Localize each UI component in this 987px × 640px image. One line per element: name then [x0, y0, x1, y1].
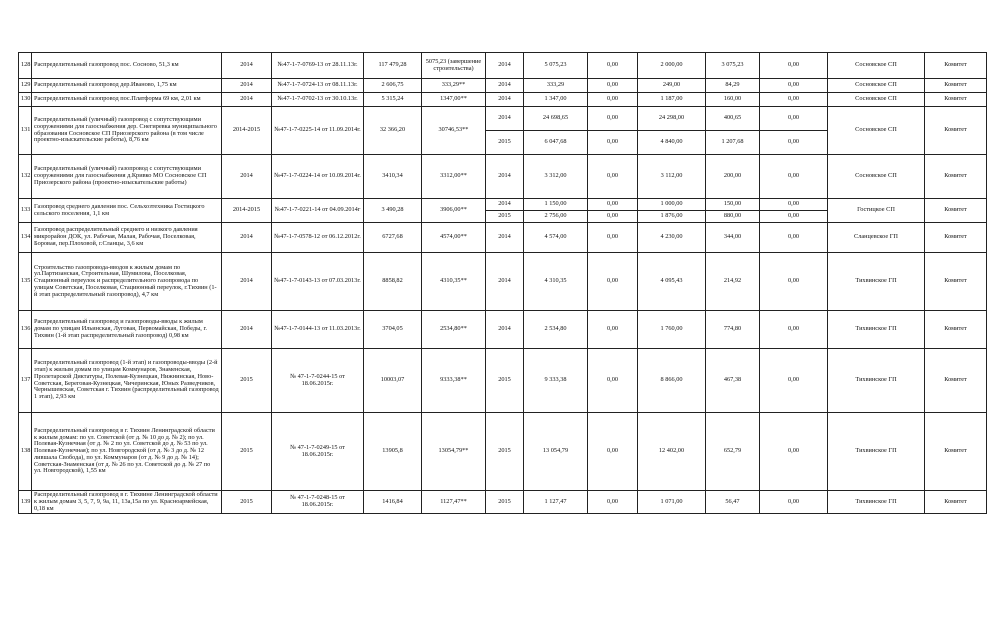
federal-budget: 0,00: [588, 349, 638, 413]
funding-total: 4 310,35: [524, 253, 588, 311]
table-row: [19, 53, 987, 79]
regional-budget: 1 876,00: [638, 211, 706, 223]
row-number: 136: [19, 311, 32, 349]
permit-number: №47-1-7-0702-13 от 30.10.13г.: [272, 93, 364, 107]
other-sources: 0,00: [760, 491, 828, 514]
object-name: Распределительный газопровод в г. Тихвине Ленинградской области к жилым домам 3, 5, 7, 9, 9а, 11, 13а,15а по ул. Красноармейская, 0,18 км: [32, 491, 222, 514]
row-number: 129: [19, 79, 32, 93]
estimated-cost: 2 606,75: [364, 79, 422, 93]
federal-budget: 0,00: [588, 413, 638, 491]
object-name: Распределительный газопровод пос.Платформа 69 км, 2,01 км: [32, 93, 222, 107]
remaining-value: 5075,23 (завершение строительства): [422, 53, 486, 79]
remaining-value: 9333,38**: [422, 349, 486, 413]
funding-total: 1 127,47: [524, 491, 588, 514]
federal-budget: 0,00: [588, 93, 638, 107]
federal-budget: 0,00: [588, 311, 638, 349]
object-name: Распределительный газопровод и газопроводы-вводы к жилым домам по улицам Ильинская, Луговая, Первомайская, Победы, г. Тихвин (1-й этап распределительный газопровод) 0,98 км: [32, 311, 222, 349]
federal-budget: 0,00: [588, 131, 638, 155]
municipal-budget: 344,00: [706, 223, 760, 253]
settlement-name: Сосновское СП: [828, 155, 925, 199]
other-sources: 0,00: [760, 199, 828, 211]
funding-total: 3 312,00: [524, 155, 588, 199]
settlement-name: Тихвинское ГП: [828, 253, 925, 311]
funding-total: 2 534,80: [524, 311, 588, 349]
remaining-value: 13054,79**: [422, 413, 486, 491]
funding-year: 2014: [486, 93, 524, 107]
customer-name: Комитет: [925, 349, 987, 413]
row-number: 130: [19, 93, 32, 107]
other-sources: 0,00: [760, 93, 828, 107]
municipal-budget: 652,79: [706, 413, 760, 491]
permit-number: №47-1-7-0224-14 от 10.09.2014г.: [272, 155, 364, 199]
other-sources: 0,00: [760, 349, 828, 413]
regional-budget: 12 402,00: [638, 413, 706, 491]
federal-budget: 0,00: [588, 107, 638, 131]
settlement-name: Сосновское СП: [828, 93, 925, 107]
municipal-budget: 400,65: [706, 107, 760, 131]
estimated-cost: 13905,8: [364, 413, 422, 491]
funding-year: 2015: [486, 211, 524, 223]
row-number: 135: [19, 253, 32, 311]
funding-year: 2015: [486, 413, 524, 491]
construction-years: 2014: [222, 79, 272, 93]
construction-years: 2014-2015: [222, 107, 272, 155]
funding-year: 2014: [486, 311, 524, 349]
funding-year: 2014: [486, 53, 524, 79]
remaining-value: 333,29**: [422, 79, 486, 93]
regional-budget: 1 000,00: [638, 199, 706, 211]
permit-number: № 47-1-7-0248-15 от 18.06.2015г.: [272, 491, 364, 514]
other-sources: 0,00: [760, 79, 828, 93]
funding-year: 2014: [486, 107, 524, 131]
funding-total: 2 756,00: [524, 211, 588, 223]
regional-budget: 1 760,00: [638, 311, 706, 349]
table-row: [19, 253, 987, 311]
funding-year: 2015: [486, 491, 524, 514]
object-name: Газопровод распределительный среднего и низкого давления микрорайон ДОК, ул. Рабочая, Малая, Рабочая, Поселковая, Боровая, пер.Плоховой, г.Сланцы, 3,6 км: [32, 223, 222, 253]
funding-year: 2014: [486, 79, 524, 93]
settlement-name: Тихвинское ГП: [828, 491, 925, 514]
permit-number: № 47-1-7-0244-15 от 18.06.2015г.: [272, 349, 364, 413]
estimated-cost: 3 490,28: [364, 199, 422, 223]
federal-budget: 0,00: [588, 79, 638, 93]
construction-years: 2015: [222, 413, 272, 491]
municipal-budget: 214,92: [706, 253, 760, 311]
funding-total: 4 574,00: [524, 223, 588, 253]
remaining-value: 1347,00**: [422, 93, 486, 107]
estimated-cost: 8858,82: [364, 253, 422, 311]
estimated-cost: 10003,07: [364, 349, 422, 413]
table-row: [19, 413, 987, 491]
regional-budget: 3 112,00: [638, 155, 706, 199]
other-sources: 0,00: [760, 155, 828, 199]
table-row: [19, 491, 987, 514]
construction-years: 2014: [222, 93, 272, 107]
row-number: 133: [19, 199, 32, 223]
remaining-value: 4310,35**: [422, 253, 486, 311]
settlement-name: Сосновское СП: [828, 79, 925, 93]
remaining-value: 1127,47**: [422, 491, 486, 514]
estimated-cost: 3410,34: [364, 155, 422, 199]
other-sources: 0,00: [760, 311, 828, 349]
gas-pipeline-table: [18, 52, 987, 514]
customer-name: Комитет: [925, 223, 987, 253]
remaining-value: 3906,00**: [422, 199, 486, 223]
construction-years: 2014: [222, 53, 272, 79]
object-name: Распределительный газопровод в г. Тихвин Ленинградской области к жилым домам: по ул. Советской (от д. № 10 до д. № 2); по ул. Полевая-Кузнечная (от д. № 2 по ул. Советской до д. № 53 по ул. Полевая-Кузнечная); по ул. Новгородской (от д. № 3 до д. № 12 лившала Свобода), по ул. Коммунаров (от д. № 9 до д. № 14); Советская-Знаменская (от д. № 26 по ул. Советской до д. № 27 по ул. Новгородской), 1,55 км: [32, 413, 222, 491]
row-number: 139: [19, 491, 32, 514]
remaining-value: 2534,80**: [422, 311, 486, 349]
row-number: 137: [19, 349, 32, 413]
estimated-cost: 32 366,20: [364, 107, 422, 155]
funding-year: 2014: [486, 155, 524, 199]
funding-total: 9 333,38: [524, 349, 588, 413]
settlement-name: Сосновское СП: [828, 107, 925, 155]
other-sources: 0,00: [760, 253, 828, 311]
permit-number: №47-1-7-0769-13 от 28.11.13г.: [272, 53, 364, 79]
customer-name: Комитет: [925, 107, 987, 155]
table-row: [19, 349, 987, 413]
construction-years: 2014: [222, 253, 272, 311]
customer-name: Комитет: [925, 199, 987, 223]
other-sources: 0,00: [760, 53, 828, 79]
federal-budget: 0,00: [588, 253, 638, 311]
municipal-budget: 160,00: [706, 93, 760, 107]
settlement-name: Тихвинское ГП: [828, 349, 925, 413]
customer-name: Комитет: [925, 413, 987, 491]
object-name: Распределительный газопровод дер.Иваново, 1,75 км: [32, 79, 222, 93]
customer-name: Комитет: [925, 53, 987, 79]
permit-number: №47-1-7-0724-13 от 08.11.13г.: [272, 79, 364, 93]
document-sheet: [18, 52, 967, 514]
municipal-budget: 200,00: [706, 155, 760, 199]
estimated-cost: 117 479,28: [364, 53, 422, 79]
regional-budget: 24 298,00: [638, 107, 706, 131]
table-row: [19, 223, 987, 253]
municipal-budget: 774,80: [706, 311, 760, 349]
object-name: Распределительный газопровод (1-й этап) и газопроводы-вводы (2-й этап) к жилым домам по улицам Коммунаров, Знаменская, Пролетарской Диктатуры, Полевая-Кузнецкая, Нижнинская, Ново-Советская, Береговая-Кузнецкая, Чичеринская, Юных Разведчиков, Чернышевская, Советская г. Тихвин (распределительный газопровод 1 этап), 2,93 км: [32, 349, 222, 413]
customer-name: Комитет: [925, 93, 987, 107]
row-number: 128: [19, 53, 32, 79]
settlement-name: Сосновское СП: [828, 53, 925, 79]
permit-number: № 47-1-7-0249-15 от 18.06.2015г.: [272, 413, 364, 491]
permit-number: №47-1-7-0144-13 от 11.03.2013г.: [272, 311, 364, 349]
customer-name: Комитет: [925, 155, 987, 199]
construction-years: 2014: [222, 155, 272, 199]
table-row: [19, 199, 987, 211]
municipal-budget: 467,38: [706, 349, 760, 413]
municipal-budget: 56,47: [706, 491, 760, 514]
regional-budget: 4 840,00: [638, 131, 706, 155]
other-sources: 0,00: [760, 131, 828, 155]
regional-budget: 249,00: [638, 79, 706, 93]
estimated-cost: 3704,05: [364, 311, 422, 349]
object-name: Газопровод среднего давления пос. Сельхозтехника Гостицкого сельского поселения, 1,1 км: [32, 199, 222, 223]
regional-budget: 4 095,43: [638, 253, 706, 311]
federal-budget: 0,00: [588, 223, 638, 253]
municipal-budget: 3 075,23: [706, 53, 760, 79]
regional-budget: 1 187,00: [638, 93, 706, 107]
regional-budget: 8 866,00: [638, 349, 706, 413]
customer-name: Комитет: [925, 311, 987, 349]
remaining-value: 30746,53**: [422, 107, 486, 155]
municipal-budget: 84,29: [706, 79, 760, 93]
permit-number: №47-1-7-0221-14 от 04.09.2014г: [272, 199, 364, 223]
settlement-name: Тихвинское ГП: [828, 413, 925, 491]
funding-total: 6 047,68: [524, 131, 588, 155]
remaining-value: 4574,00**: [422, 223, 486, 253]
regional-budget: 2 000,00: [638, 53, 706, 79]
table-row: [19, 79, 987, 93]
permit-number: №47-1-7-0143-13 от 07.03.2013г.: [272, 253, 364, 311]
other-sources: 0,00: [760, 107, 828, 131]
settlement-name: Тихвинское ГП: [828, 311, 925, 349]
funding-year: 2015: [486, 131, 524, 155]
table-row: [19, 107, 987, 131]
funding-year: 2015: [486, 349, 524, 413]
federal-budget: 0,00: [588, 491, 638, 514]
funding-year: 2014: [486, 199, 524, 211]
estimated-cost: 6727,68: [364, 223, 422, 253]
estimated-cost: 1416,84: [364, 491, 422, 514]
estimated-cost: 5 315,24: [364, 93, 422, 107]
row-number: 138: [19, 413, 32, 491]
regional-budget: 4 230,00: [638, 223, 706, 253]
construction-years: 2014: [222, 223, 272, 253]
funding-total: 333,29: [524, 79, 588, 93]
table-row: [19, 155, 987, 199]
federal-budget: 0,00: [588, 155, 638, 199]
regional-budget: 1 071,00: [638, 491, 706, 514]
object-name: Строительство газопровода-вводов к жилым домам по ул.Партизанская, Строительная, Шумилова, Поселковая, Стациюнный переулок и распределительного газопровода по улицам Советская, Поселковая, Стациюнный переулок, г.Тихвин (1-й этап распределительный газопровод), 4,7 км: [32, 253, 222, 311]
object-name: Распределительный (уличный) газопровод с сопутствующими сооружениями для газоснабжения дер. Снегиревка муниципального образования Сосновское СП Приозерского района (в том числе проектно-изыскательские работы), 8,76 км: [32, 107, 222, 155]
remaining-value: 3312,00**: [422, 155, 486, 199]
settlement-name: Сланцевское ГП: [828, 223, 925, 253]
funding-total: 1 347,00: [524, 93, 588, 107]
construction-years: 2014-2015: [222, 199, 272, 223]
funding-total: 24 698,65: [524, 107, 588, 131]
construction-years: 2015: [222, 491, 272, 514]
other-sources: 0,00: [760, 211, 828, 223]
other-sources: 0,00: [760, 223, 828, 253]
table-row: [19, 93, 987, 107]
row-number: 134: [19, 223, 32, 253]
settlement-name: Гостицкое СП: [828, 199, 925, 223]
row-number: 132: [19, 155, 32, 199]
funding-total: 5 075,23: [524, 53, 588, 79]
construction-years: 2015: [222, 349, 272, 413]
funding-year: 2014: [486, 253, 524, 311]
permit-number: №47-1-7-0225-14 от 11.09.2014г.: [272, 107, 364, 155]
table-row: [19, 311, 987, 349]
municipal-budget: 1 207,68: [706, 131, 760, 155]
funding-year: 2014: [486, 223, 524, 253]
permit-number: №47-1-7-0578-12 от 06.12.2012г.: [272, 223, 364, 253]
funding-total: 13 054,79: [524, 413, 588, 491]
other-sources: 0,00: [760, 413, 828, 491]
table-body: [19, 53, 987, 514]
municipal-budget: 880,00: [706, 211, 760, 223]
object-name: Распределительный газопровод пос. Сосново, 51,3 км: [32, 53, 222, 79]
row-number: 131: [19, 107, 32, 155]
construction-years: 2014: [222, 311, 272, 349]
customer-name: Комитет: [925, 253, 987, 311]
municipal-budget: 150,00: [706, 199, 760, 211]
customer-name: Комитет: [925, 491, 987, 514]
object-name: Распределительный (уличный) газопровод с сопутствующими сооружениями для газоснабжения д.Кривко МО Сосновское СП Приозерского района (проектно-изыскательские работы): [32, 155, 222, 199]
federal-budget: 0,00: [588, 199, 638, 211]
customer-name: Комитет: [925, 79, 987, 93]
funding-total: 1 150,00: [524, 199, 588, 211]
federal-budget: 0,00: [588, 211, 638, 223]
federal-budget: 0,00: [588, 53, 638, 79]
